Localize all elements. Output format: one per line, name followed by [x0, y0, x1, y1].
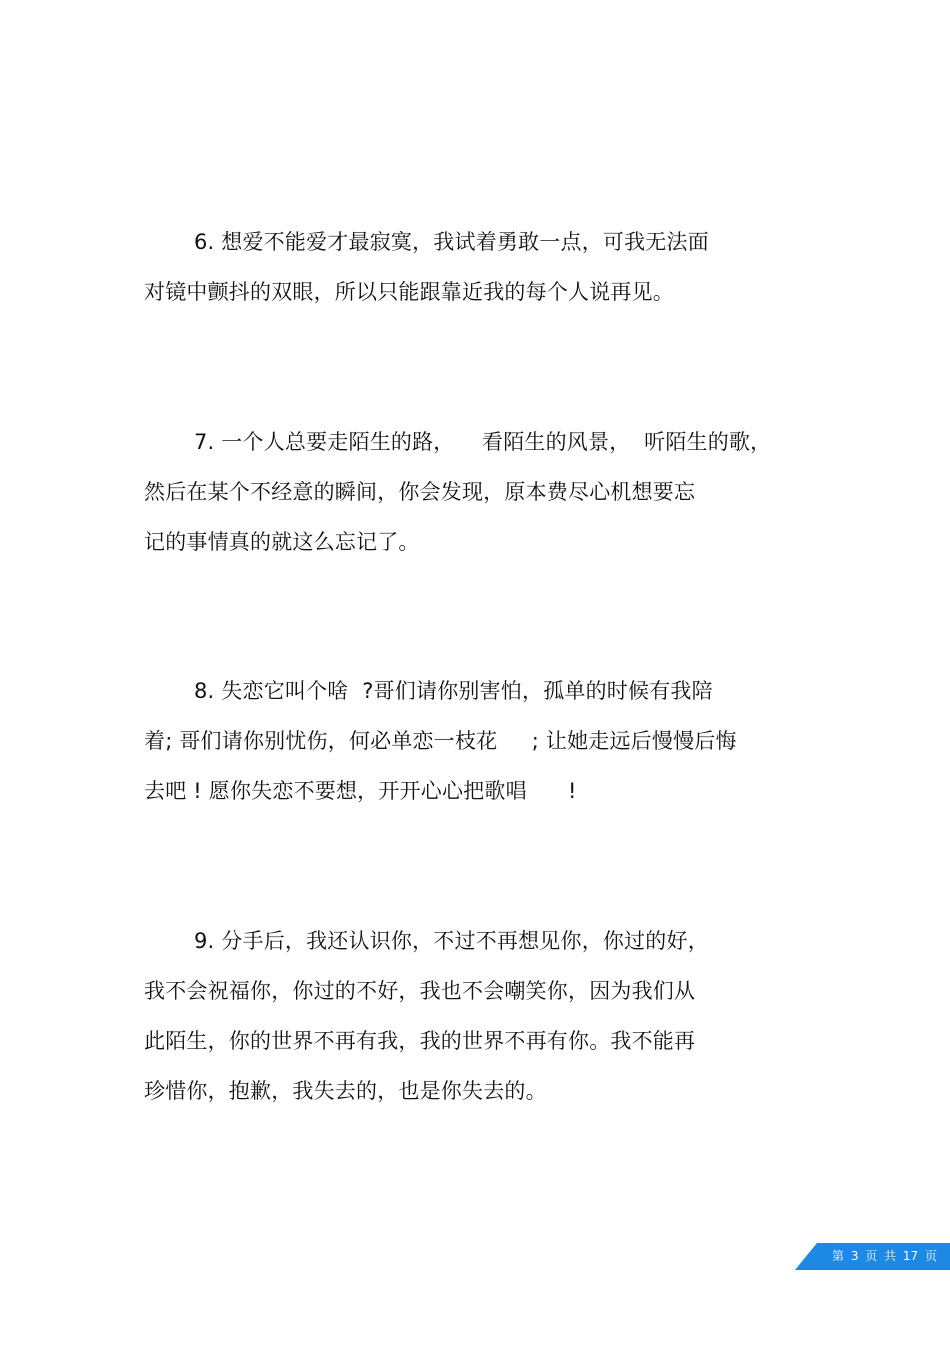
paragraph-8 — [144, 666, 804, 816]
paragraph-line: 然后在某个不经意的瞬间，你会发现，原本费尽心机想要忘 — [144, 480, 696, 504]
paragraph-9 — [144, 916, 804, 1116]
paragraph-line: 我不会祝福你，你过的不好，我也不会嘲笑你，因为我们从 — [144, 979, 696, 1003]
page-number-badge — [795, 1243, 950, 1270]
page-number-label: 第 3 页 共 17 页 — [832, 1249, 937, 1263]
paragraph-6 — [144, 217, 804, 317]
paragraph-line: 去吧 ! 愿你失恋不要想，开开心心把歌唱 ! — [144, 779, 577, 803]
paragraph-line: 9. 分手后，我还认识你，不过不再想见你，你过的好， — [194, 929, 709, 953]
paragraph-line: 着; 哥们请你别忧伤，何必单恋一枝花 ; 让她走远后慢慢后悔 — [144, 729, 737, 753]
paragraph-line: 7. 一个人总要走陌生的路， 看陌生的风景， 听陌生的歌， — [194, 430, 772, 454]
paragraph-line: 对镜中颤抖的双眼，所以只能跟靠近我的每个人说再见。 — [144, 280, 674, 304]
paragraph-line: 记的事情真的就这么忘记了。 — [144, 530, 420, 554]
paragraph-line: 此陌生，你的世界不再有我，我的世界不再有你。我不能再 — [144, 1029, 696, 1053]
paragraph-line: 6. 想爱不能爱才最寂寞，我试着勇敢一点，可我无法面 — [194, 230, 709, 254]
paragraph-line: 8. 失恋它叫个啥 ?哥们请你别害怕，孤单的时候有我陪 — [194, 679, 713, 703]
paragraph-line: 珍惜你，抱歉，我失去的，也是你失去的。 — [144, 1079, 547, 1103]
paragraph-7 — [144, 417, 804, 567]
